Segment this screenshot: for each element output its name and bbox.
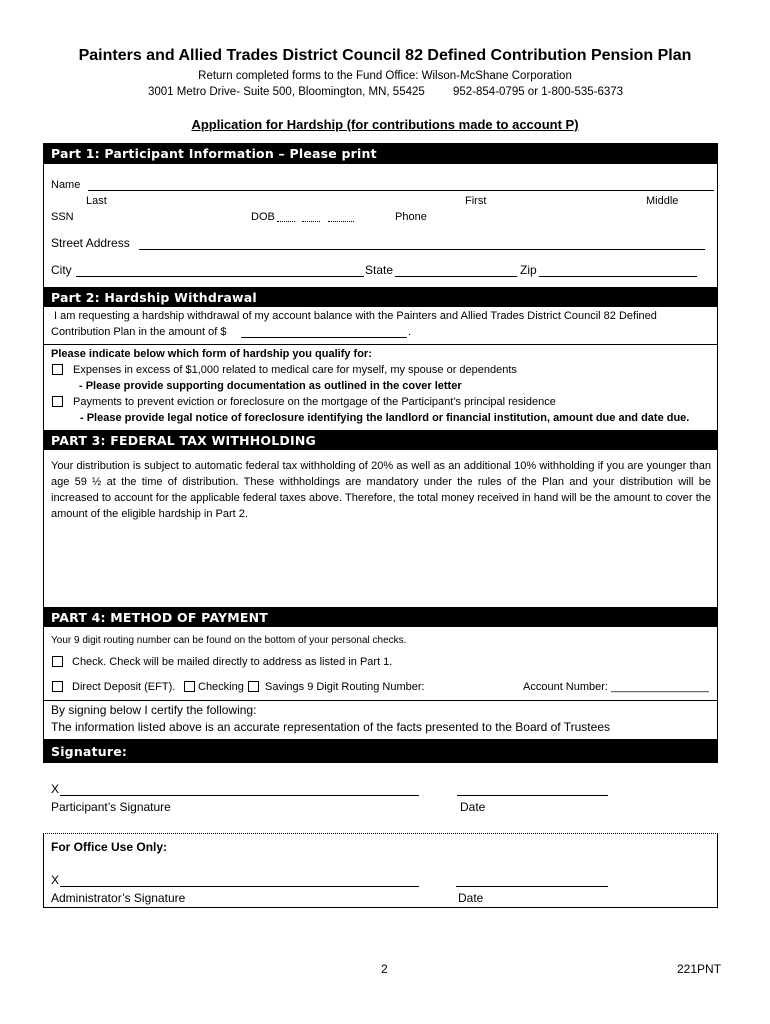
- savings-checkbox[interactable]: [248, 681, 259, 692]
- certify-line1: By signing below I certify the following:: [51, 703, 257, 717]
- part2-heading: Part 2: Hardship Withdrawal: [43, 287, 718, 307]
- middle-name-label: Middle: [646, 195, 679, 207]
- dob-day-input[interactable]: [302, 221, 320, 222]
- checking-label: Checking: [198, 681, 244, 693]
- hardship-request-line2: Contribution Plan in the amount of $: [51, 326, 227, 338]
- eviction-checkbox[interactable]: [52, 396, 63, 407]
- participant-signature-x: X: [51, 782, 60, 796]
- city-input[interactable]: [76, 276, 364, 277]
- participant-signature-label: Participant’s Signature: [51, 800, 171, 814]
- certify-line2: The information listed above is an accurate representation of the facts presented to the Board of Trustees: [51, 720, 610, 734]
- divider: [43, 344, 718, 345]
- direct-deposit-checkbox[interactable]: [52, 681, 63, 692]
- admin-date-label: Date: [458, 891, 484, 905]
- form-code: 221PNT: [677, 962, 722, 976]
- phone-label: Phone: [395, 211, 427, 223]
- admin-date-input[interactable]: [456, 886, 608, 887]
- check-payment-label: Check. Check will be mailed directly to address as listed in Part 1.: [72, 656, 393, 668]
- account-number-label: Account Number: ________________: [523, 681, 709, 693]
- admin-signature-label: Administrator’s Signature: [51, 891, 186, 905]
- street-address-input[interactable]: [139, 249, 705, 250]
- participant-signature-input[interactable]: [60, 795, 419, 796]
- check-payment-checkbox[interactable]: [52, 656, 63, 667]
- medical-expenses-note: - Please provide supporting documentation as outlined in the cover letter: [79, 380, 462, 392]
- zip-input[interactable]: [539, 276, 697, 277]
- signature-heading: Signature:: [43, 739, 718, 763]
- hardship-request-period: .: [408, 326, 412, 338]
- hardship-amount-input[interactable]: [241, 337, 407, 338]
- return-line: Return completed forms to the Fund Office: Wilson-McShane Corporation: [198, 70, 572, 82]
- participant-date-input[interactable]: [457, 795, 608, 796]
- part1-heading: Part 1: Participant Information – Please print: [43, 143, 718, 164]
- dob-label: DOB: [251, 211, 275, 223]
- zip-label: Zip: [520, 263, 537, 277]
- admin-signature-input[interactable]: [60, 886, 419, 887]
- routing-note: Your 9 digit routing number can be found on the bottom of your personal checks.: [51, 635, 407, 646]
- name-input[interactable]: [88, 190, 714, 191]
- eviction-label: Payments to prevent eviction or foreclosure on the mortgage of the Participant’s principal residence: [73, 396, 556, 408]
- application-title: Application for Hardship (for contributions made to account P): [191, 117, 579, 132]
- page-number: 2: [381, 962, 388, 976]
- hardship-form-prompt: Please indicate below which form of hardship you qualify for:: [51, 348, 372, 360]
- fund-phone: 952-854-0795 or 1-800-535-6373: [453, 86, 624, 98]
- form-main-box: [43, 143, 718, 763]
- first-name-label: First: [465, 195, 487, 207]
- admin-signature-x: X: [51, 873, 60, 887]
- part4-heading: PART 4: METHOD OF PAYMENT: [43, 607, 718, 627]
- tax-withholding-text: Your distribution is subject to automatic federal tax withholding of 20% as well as an additional 10% withholding if you are younger than age 59 ½ at the time of distribution. These withholdings are mandatory under the rules of the Plan and your distribution will be increased to account for the applicable federal taxes above. Therefore, the total money received in hand will be the amount to cover the amount of the eligible hardship in Part 2.: [51, 460, 711, 520]
- medical-expenses-label: Expenses in excess of $1,000 related to medical care for myself, my spouse or dependents: [73, 364, 517, 376]
- name-label: Name: [51, 179, 81, 191]
- checking-checkbox[interactable]: [184, 681, 195, 692]
- dob-month-input[interactable]: [277, 221, 295, 222]
- office-use-heading: For Office Use Only:: [51, 840, 168, 854]
- last-name-label: Last: [86, 195, 107, 207]
- dob-year-input[interactable]: [328, 221, 354, 222]
- eviction-note: - Please provide legal notice of foreclosure identifying the landlord or financial institution, amount due and date due.: [80, 412, 690, 424]
- direct-deposit-label: Direct Deposit (EFT).: [72, 681, 176, 693]
- state-label: State: [365, 263, 394, 277]
- routing-number-label: Savings 9 Digit Routing Number:: [265, 681, 425, 693]
- divider: [43, 700, 718, 701]
- medical-expenses-checkbox[interactable]: [52, 364, 63, 375]
- part3-heading: PART 3: FEDERAL TAX WITHHOLDING: [43, 430, 718, 450]
- fund-address: 3001 Metro Drive- Suite 500, Bloomington, MN, 55425: [148, 86, 425, 98]
- hardship-request-line1: I am requesting a hardship withdrawal of my account balance with the Painters and Allied Trades District Council 82 Defined: [54, 310, 657, 322]
- ssn-label: SSN: [51, 211, 74, 223]
- street-address-label: Street Address: [51, 236, 130, 250]
- state-input[interactable]: [395, 276, 517, 277]
- participant-date-label: Date: [460, 800, 486, 814]
- form-title: Painters and Allied Trades District Council 82 Defined Contribution Pension Plan: [78, 47, 692, 64]
- city-label: City: [51, 263, 72, 277]
